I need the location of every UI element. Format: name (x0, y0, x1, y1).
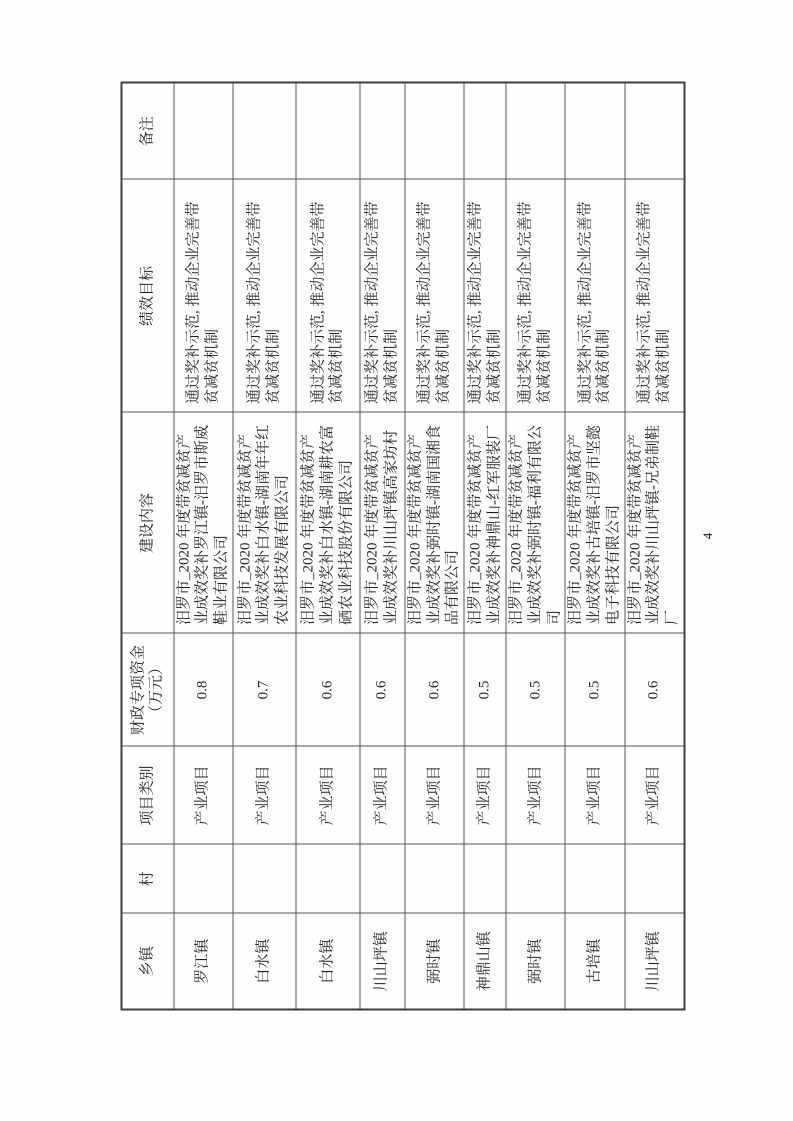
cell-category: 产业项目 (174, 747, 233, 845)
cell-target: 通过奖补示范, 推动企业完善带贫减贫机制 (625, 180, 685, 413)
cell-category: 产业项目 (360, 747, 405, 845)
cell-category: 产业项目 (565, 747, 624, 845)
cell-target: 通过奖补示范, 推动企业完善带贫减贫机制 (360, 180, 405, 413)
cell-content: 汨罗市_2020 年度带贫减贫产业成效奖补白水镇-湖南年年红农业科技发展有限公司 (233, 413, 296, 634)
cell-target: 通过奖补示范, 推动企业完善带贫减贫机制 (296, 180, 360, 413)
cell-town: 白水镇 (233, 914, 296, 1010)
cell-village (233, 845, 296, 914)
cell-target: 通过奖补示范, 推动企业完善带贫减贫机制 (464, 180, 506, 413)
page-number: 4 (700, 532, 715, 540)
cell-fund: 0.6 (360, 634, 405, 747)
cell-village (296, 845, 360, 914)
table-row (405, 83, 464, 1010)
cell-content: 汨罗市_2020 年度带贫减贫产业成效奖补弼时镇-福利有限公司 (506, 413, 565, 634)
cell-category: 产业项目 (233, 747, 296, 845)
cell-category: 产业项目 (405, 747, 464, 845)
table-row (233, 83, 296, 1010)
cell-target: 通过奖补示范, 推动企业完善带贫减贫机制 (405, 180, 464, 413)
cell-town: 川山坪镇 (360, 914, 405, 1010)
subsidy-project-table (121, 82, 686, 1011)
cell-fund: 0.6 (405, 634, 464, 747)
cell-content: 汨罗市_2020 年度带贫减贫产业成效奖补罗江镇-汨罗市斯威鞋业有限公司 (174, 413, 233, 634)
cell-town: 神鼎山镇 (464, 914, 506, 1010)
header-village: 村 (122, 845, 174, 914)
cell-town: 白水镇 (296, 914, 360, 1010)
header-remark: 备注 (122, 83, 174, 180)
cell-remark (625, 83, 685, 180)
table-row (565, 83, 624, 1010)
cell-remark (360, 83, 405, 180)
cell-remark (405, 83, 464, 180)
rotated-table-container (121, 84, 681, 1011)
cell-village (625, 845, 685, 914)
header-content: 建设内容 (122, 413, 174, 634)
cell-fund: 0.6 (296, 634, 360, 747)
cell-village (174, 845, 233, 914)
cell-village (360, 845, 405, 914)
cell-fund: 0.5 (565, 634, 624, 747)
cell-content: 汨罗市_2020 年度带贫减贫产业成效奖补白水镇-湖南耕农富硒农业科技股份有限公司 (296, 413, 360, 634)
header-fund: 财政专项资金（万元） (122, 634, 174, 747)
cell-remark (296, 83, 360, 180)
cell-remark (174, 83, 233, 180)
cell-village (506, 845, 565, 914)
cell-category: 产业项目 (625, 747, 685, 845)
cell-category: 产业项目 (506, 747, 565, 845)
cell-village (464, 845, 506, 914)
cell-content: 汨罗市_2020 年度带贫减贫产业成效奖补弼时镇-湖南国湘食品有限公司 (405, 413, 464, 634)
cell-category: 产业项目 (464, 747, 506, 845)
cell-fund: 0.5 (506, 634, 565, 747)
cell-fund: 0.5 (464, 634, 506, 747)
header-category: 项目类别 (122, 747, 174, 845)
header-town: 乡镇 (122, 914, 174, 1010)
cell-remark (506, 83, 565, 180)
cell-remark (233, 83, 296, 180)
cell-fund: 0.7 (233, 634, 296, 747)
cell-target: 通过奖补示范, 推动企业完善带贫减贫机制 (233, 180, 296, 413)
cell-category: 产业项目 (296, 747, 360, 845)
cell-target: 通过奖补示范, 推动企业完善带贫减贫机制 (565, 180, 624, 413)
table-row (506, 83, 565, 1010)
cell-town: 弼时镇 (405, 914, 464, 1010)
cell-content: 汨罗市_2020 年度带贫减贫产业成效奖补古培镇-汨罗市坚懿电子科技有限公司 (565, 413, 624, 634)
table-row (174, 83, 233, 1010)
table-header-row (122, 83, 174, 1010)
cell-village (565, 845, 624, 914)
cell-town: 川山坪镇 (625, 914, 685, 1010)
table-row (296, 83, 360, 1010)
cell-fund: 0.6 (625, 634, 685, 747)
cell-town: 弼时镇 (506, 914, 565, 1010)
cell-target: 通过奖补示范, 推动企业完善带贫减贫机制 (506, 180, 565, 413)
cell-content: 汨罗市_2020 年度带贫减贫产业成效奖补神鼎山-红军服装厂 (464, 413, 506, 634)
cell-content: 汨罗市_2020 年度带贫减贫产业成效奖补川山坪镇高家坊村 (360, 413, 405, 634)
cell-remark (565, 83, 624, 180)
table-row (464, 83, 506, 1010)
table-row (625, 83, 685, 1010)
cell-content: 汨罗市_2020 年度带贫减贫产业成效奖补川山坪镇-兄弟制鞋厂 (625, 413, 685, 634)
cell-target: 通过奖补示范, 推动企业完善带贫减贫机制 (174, 180, 233, 413)
cell-remark (464, 83, 506, 180)
cell-village (405, 845, 464, 914)
cell-fund: 0.8 (174, 634, 233, 747)
cell-town: 罗江镇 (174, 914, 233, 1010)
cell-town: 古培镇 (565, 914, 624, 1010)
header-target: 绩效目标 (122, 180, 174, 413)
table-row (360, 83, 405, 1010)
